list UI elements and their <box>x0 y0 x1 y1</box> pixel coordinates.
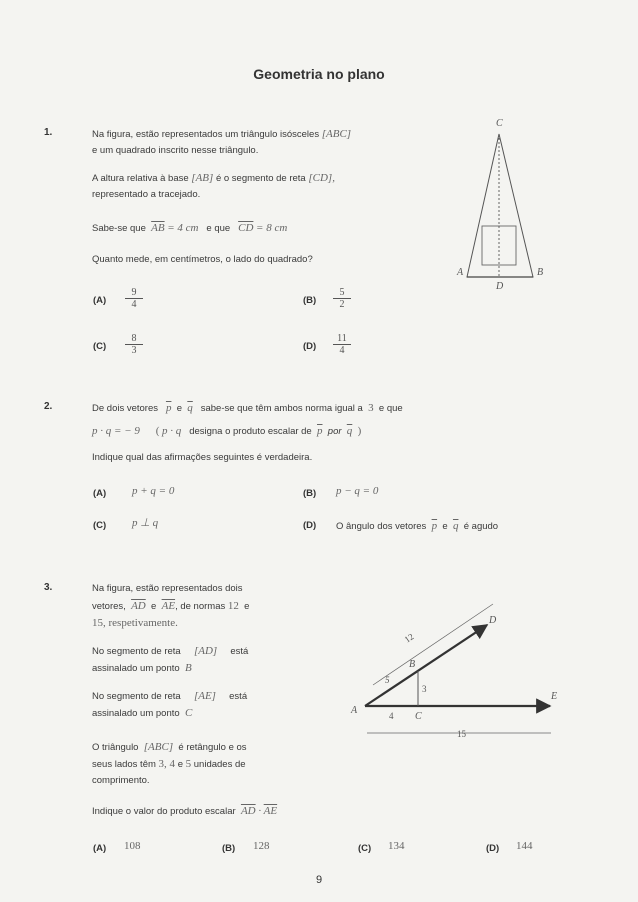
q3-option-d-label: (D) <box>486 843 500 854</box>
triangle-abc <box>467 134 533 277</box>
label-a: A <box>351 705 358 716</box>
question-2-number: 2. <box>44 401 53 412</box>
q2-option-c-text: p ⊥ q <box>132 517 159 529</box>
q1-option-c-label: (C) <box>93 341 107 352</box>
label-15: 15 <box>457 729 466 739</box>
q3-text-line2: vetores, $\overline{AD}$ e $\overline{AE}$, de normas 12 e <box>92 600 250 612</box>
label-12: 12 <box>402 631 416 645</box>
q3-text-d2: seus lados têm 3, 4 e 5 unidades de <box>92 758 246 770</box>
label-d: D <box>496 281 504 292</box>
label-3: 3 <box>422 684 427 694</box>
q3-option-b-label: (B) <box>222 843 236 854</box>
label-b: B <box>537 267 544 278</box>
q3-text-b1: No segmento de reta [AD] está <box>92 645 249 657</box>
q3-option-a-label: (A) <box>93 843 107 854</box>
q3-option-a-value: 108 <box>124 840 141 852</box>
label-a: A <box>457 267 464 278</box>
q3-text-d3: comprimento. <box>92 775 150 786</box>
q2-option-b-label: (B) <box>303 488 317 499</box>
q2-text-line2: p · q = − 9 ( p · q designa o produto escalar de $\overline{p}$ por $\overline{q}$ ) <box>92 425 362 437</box>
q1-option-d-label: (D) <box>303 341 317 352</box>
q2-option-b-text: p − q = 0 <box>336 485 379 497</box>
q1-text-line1: Na figura, estão representados um triângulo isósceles [ABC] <box>92 128 352 140</box>
q3-text-line1: Na figura, estão representados dois <box>92 583 243 594</box>
q3-option-b-value: 128 <box>253 840 270 852</box>
q1-question: Quanto mede, em centímetros, o lado do quadrado? <box>92 254 313 265</box>
q2-option-c-label: (C) <box>93 520 107 531</box>
q1-text-line3: A altura relativa à base [AB] é o segmento de reta [CD], <box>92 172 335 184</box>
q3-text-c2: assinalado um ponto C <box>92 707 193 719</box>
label-e: E <box>551 691 558 702</box>
q3-text-b2: assinalado um ponto B <box>92 662 192 674</box>
page-number: 9 <box>315 874 323 886</box>
q2-option-d-label: (D) <box>303 520 317 531</box>
q3-option-c-value: 134 <box>388 840 405 852</box>
dimension-12 <box>373 604 493 685</box>
q3-text-c1: No segmento de reta [AE] está <box>92 690 248 702</box>
q1-option-b-label: (B) <box>303 295 317 306</box>
q3-text-d1: O triângulo [ABC] é retângulo e os <box>92 741 247 753</box>
question-1-number: 1. <box>44 127 53 138</box>
label-b: B <box>409 659 416 670</box>
q1-text-line4: representado a tracejado. <box>92 189 201 200</box>
q3-option-c-label: (C) <box>358 843 372 854</box>
q2-option-a-text: p + q = 0 <box>132 485 175 497</box>
q2-option-d-text: O ângulo dos vetores $\overline{p}$ e $\overline{q}$ é agudo <box>336 520 499 532</box>
q1-triangle-figure <box>455 112 550 292</box>
q1-text-line2: e um quadrado inscrito nesse triângulo. <box>92 145 259 156</box>
q1-option-a-label: (A) <box>93 295 107 306</box>
label-5: 5 <box>385 675 390 685</box>
q1-option-a-value: $\frac{9}{4}$ <box>125 287 143 310</box>
q1-option-d-value: $\frac{11}{4}$ <box>333 333 351 356</box>
page-title: Geometria no plano <box>253 66 385 82</box>
q1-option-c-value: $\frac{8}{3}$ <box>125 333 143 356</box>
q3-option-d-value: 144 <box>516 840 533 852</box>
label-c: C <box>415 711 422 722</box>
question-3-number: 3. <box>44 582 53 593</box>
q3-text-line3: 15, respetivamente. <box>92 617 178 629</box>
q3-question: Indique o valor do produto escalar $\overline{AD} \cdot \overline{AE}$ <box>92 805 278 817</box>
label-d: D <box>489 615 497 626</box>
q2-question: Indique qual das afirmações seguintes é verdadeira. <box>92 452 313 463</box>
q3-vector-figure <box>345 585 570 750</box>
q1-given: Sabe-se que $\overline{AB} = 4$ cm e que $\overline{CD} = 8$ cm <box>92 222 288 234</box>
label-c: C <box>496 118 503 129</box>
label-4: 4 <box>389 711 394 721</box>
q1-option-b-value: $\frac{5}{2}$ <box>333 287 351 310</box>
q2-option-a-label: (A) <box>93 488 107 499</box>
q2-text-line1: De dois vetores $\overline{p}$ e $\overline{q}$ sabe-se que têm ambos norma igual a 3 e que <box>92 402 403 414</box>
